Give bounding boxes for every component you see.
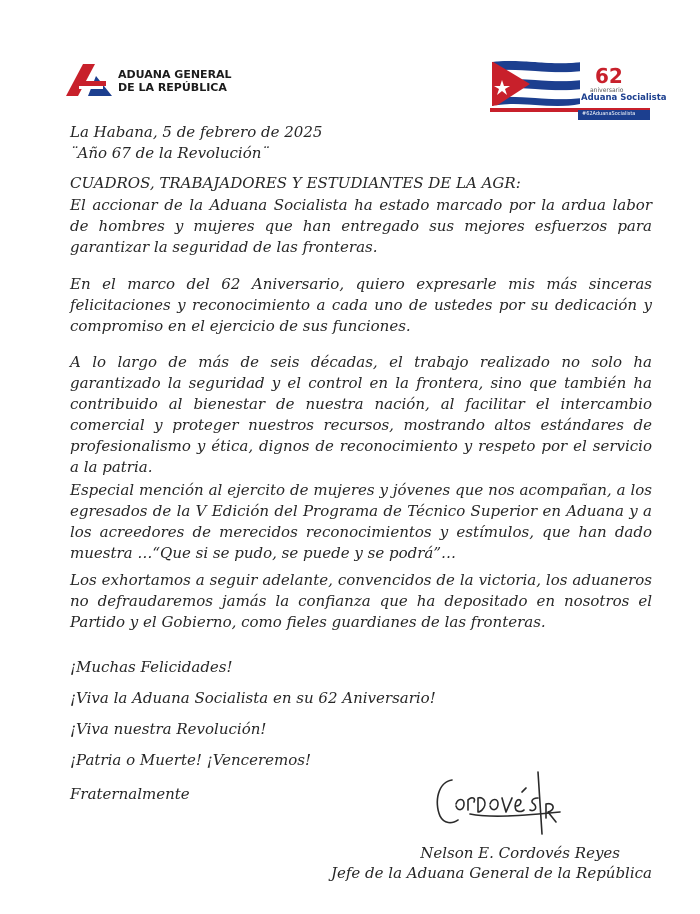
closing-line: ¡Viva la Aduana Socialista en su 62 Aniversario!: [70, 689, 436, 707]
letter-date: La Habana, 5 de febrero de 2025: [70, 123, 323, 141]
year-motto: ¨Año 67 de la Revolución¨: [70, 144, 269, 162]
signer-name: Nelson E. Cordovés Reyes: [420, 844, 620, 862]
anniversary-small-label: aniversario: [590, 87, 624, 94]
anniversary-logo: [490, 60, 667, 120]
paragraph: Los exhortamos a seguir adelante, convencidos de la victoria, los aduaneros no defraudaremos jamás la confianza que ha depositado en nosotros el Partido y el Gobierno, como fieles guardianes de las fronteras.: [70, 571, 652, 631]
anniversary-number: 62: [595, 64, 623, 88]
agr-emblem-icon: [66, 64, 112, 96]
signer-title: Jefe de la Aduana General de la República: [330, 864, 652, 882]
org-name-line1: ADUANA GENERAL: [118, 68, 232, 81]
paragraph: En el marco del 62 Aniversario, quiero expresarle mis más sinceras felicitaciones y reconocimiento a cada uno de ustedes por su dedicación y compromiso en el ejercicio de sus funciones.: [70, 275, 652, 335]
agr-logo: [66, 64, 246, 100]
closing-fraternalmente: Fraternalmente: [70, 785, 190, 803]
anniversary-name: Aduana Socialista: [581, 93, 667, 103]
paragraph: Especial mención al ejercito de mujeres y jóvenes que nos acompañan, a los egresados de la V Edición del Programa de Técnico Superior en Aduana y a los acreedores de merecidos reconocimientos y estímulos, que han dado muestra …“Que si se pudo, se puede y se podrá”…: [70, 481, 652, 562]
salutation: CUADROS, TRABAJADORES Y ESTUDIANTES DE LA AGR:: [70, 174, 521, 192]
anniversary-hashtag: #62AduanaSocialista: [582, 111, 636, 117]
closing-line: ¡Patria o Muerte! ¡Venceremos!: [70, 751, 311, 769]
paragraph: El accionar de la Aduana Socialista ha estado marcado por la ardua labor de hombres y mujeres que han entregado sus mejores esfuerzos para garantizar la seguridad de las fronteras.: [70, 196, 652, 256]
handwritten-signature: [430, 768, 580, 840]
org-name-line2: DE LA REPÚBLICA: [118, 81, 227, 94]
closing-line: ¡Muchas Felicidades!: [70, 658, 233, 676]
paragraph: A lo largo de más de seis décadas, el trabajo realizado no solo ha garantizado la seguridad y el control en la frontera, sino que también ha contribuido al bienestar de nuestra nación, al facilitar el intercambio comercial y proteger nuestros recursos, mostrando altos estándares de profesionalismo y ética, dignos de reconocimiento y respeto por el servicio a la patria.: [70, 353, 652, 476]
closing-line: ¡Viva nuestra Revolución!: [70, 720, 267, 738]
